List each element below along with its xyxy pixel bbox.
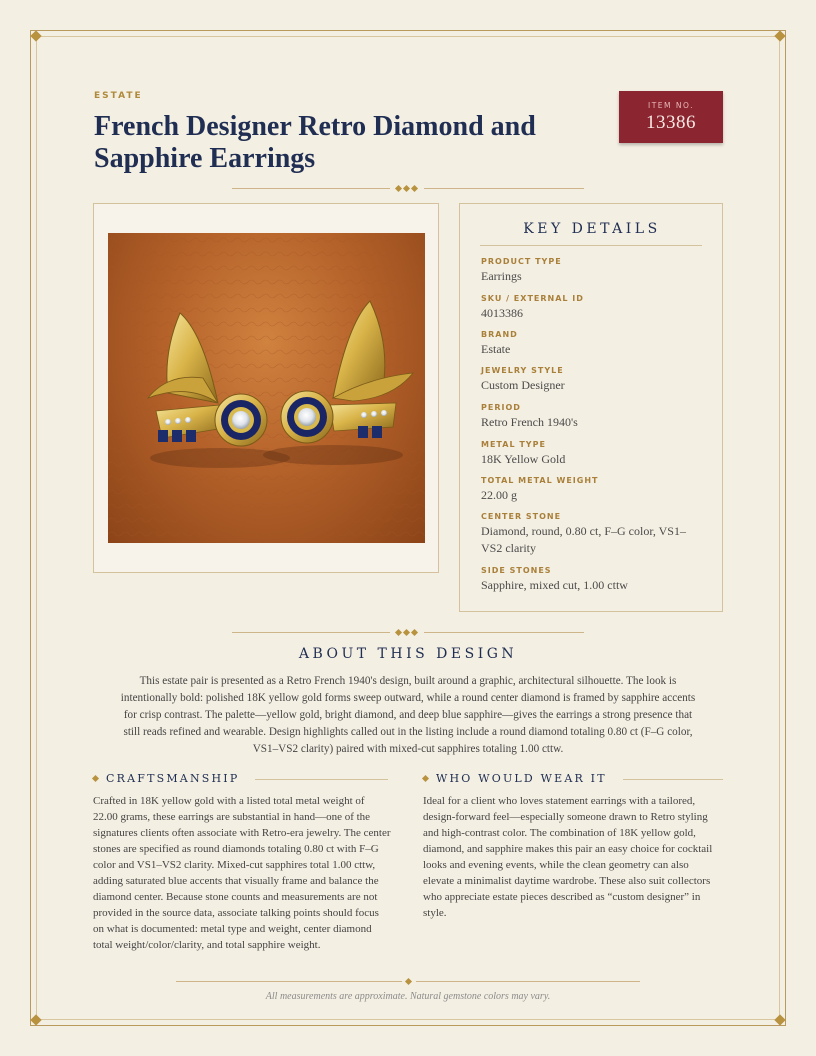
product-photo-card: [93, 203, 439, 573]
page-title: French Designer Retro Diamond and Sapphire Earrings: [94, 111, 536, 174]
detail-value: Custom Designer: [481, 378, 565, 392]
item-number-value: 13386: [646, 112, 696, 133]
detail-label: BRAND: [481, 330, 518, 339]
detail-value: Diamond, round, 0.80 ct, F–G color, VS1–VS2 clarity: [481, 524, 686, 555]
craftsmanship-title: CRAFTSMANSHIP: [106, 772, 240, 785]
section-diamond-icon: [422, 775, 429, 782]
detail-label: JEWELRY STYLE: [481, 366, 564, 375]
who-would-wear-title: WHO WOULD WEAR IT: [436, 772, 607, 785]
detail-value: 4013386: [481, 306, 523, 320]
divider-diamond-icon: [405, 978, 412, 985]
detail-total-metal-weight: [481, 476, 711, 504]
title-divider: [232, 184, 584, 194]
detail-label: SIDE STONES: [481, 566, 552, 575]
about-heading: ABOUT THIS DESIGN: [298, 646, 518, 662]
detail-label: TOTAL METAL WEIGHT: [481, 476, 599, 485]
detail-value: Retro French 1940's: [481, 415, 578, 429]
detail-jewelry-style: [481, 366, 711, 394]
footer-divider: [176, 977, 640, 987]
divider-diamond-icon: [395, 185, 402, 192]
detail-label: PRODUCT TYPE: [481, 257, 562, 266]
divider-diamond-icon: [411, 629, 418, 636]
detail-metal-type: [481, 440, 711, 468]
divider-diamond-icon: [411, 185, 418, 192]
section-rule: [623, 779, 723, 780]
detail-product-type: [481, 257, 711, 285]
detail-value: 18K Yellow Gold: [481, 452, 566, 466]
divider-diamond-icon: [403, 185, 410, 192]
item-number-badge: [619, 91, 723, 143]
detail-brand: [481, 330, 711, 358]
detail-center-stone: [481, 512, 691, 557]
section-diamond-icon: [92, 775, 99, 782]
detail-label: CENTER STONE: [481, 512, 562, 521]
footer-note: All measurements are approximate. Natural gemstone colors may vary.: [265, 991, 551, 1002]
item-number-label: ITEM NO.: [648, 101, 694, 110]
craftsmanship-body: Crafted in 18K yellow gold with a listed total metal weight of 22.00 grams, these earrings are substantial in hand—one of the signatures clients often associate with Retro-era jewelry. The center stones are specified as round diamonds totaling 0.80 ct with F–G color and VS1–VS2 clarity. Mixed-cut sapphires total 1.00 cttw, adding saturated blue accents that visually frame and balance the diamond center. Because stone counts and measurements are not provided in the source data, associate talking points should focus on what is documented: metal type and weight, center diamond total weight/color/clarity, and total sapphire weight.: [93, 795, 391, 951]
key-details-panel: [459, 203, 723, 612]
detail-value: Sapphire, mixed cut, 1.00 cttw: [481, 578, 628, 592]
detail-label: PERIOD: [481, 403, 521, 412]
detail-period: [481, 403, 711, 431]
section-rule: [255, 779, 388, 780]
key-details-rule: [480, 245, 702, 246]
category-eyebrow: ESTATE: [94, 91, 143, 101]
divider-diamond-icon: [395, 629, 402, 636]
detail-value: Earrings: [481, 269, 522, 283]
detail-value: Estate: [481, 342, 511, 356]
product-photo: [108, 233, 425, 543]
detail-sku: [481, 294, 711, 322]
earrings-illustration: [108, 233, 425, 543]
about-body: This estate pair is presented as a Retro French 1940's design, built around a graphic, architectural silhouette. The look is intentionally bold: polished 18K yellow gold forms sweep outward, while a round center diamond is framed by sapphire accents for crisp contrast. The palette—yellow gold, bright diamond, and deep blue sapphire—gives the earrings a strong presence that still reads refined and wearable. Design highlights called out in the listing include a round diamond totaling 0.80 ct (F–G color, VS1–VS2 clarity) paired with mixed-cut sapphires totaling 1.00 cttw.: [120, 675, 696, 755]
who-would-wear-body: Ideal for a client who loves statement earrings with a tailored, design-forward feel—especially someone drawn to Retro styling and high-contrast color. The combination of 18K yellow gold, diamond, and sapphire makes this pair an easy choice for cocktail looks and evening events, while the clean geometry can also elevate a minimalist daytime wardrobe. These also suit collectors who appreciate estate pieces described as “custom designer” in style.: [423, 795, 713, 919]
detail-side-stones: [481, 566, 711, 594]
craftsmanship-heading: [93, 772, 388, 786]
detail-value: 22.00 g: [481, 488, 517, 502]
divider-diamond-icon: [403, 629, 410, 636]
key-details-heading: KEY DETAILS: [523, 221, 661, 237]
detail-label: SKU / EXTERNAL ID: [481, 294, 584, 303]
who-would-wear-heading: [423, 772, 723, 786]
about-divider: [232, 628, 584, 638]
detail-label: METAL TYPE: [481, 440, 546, 449]
